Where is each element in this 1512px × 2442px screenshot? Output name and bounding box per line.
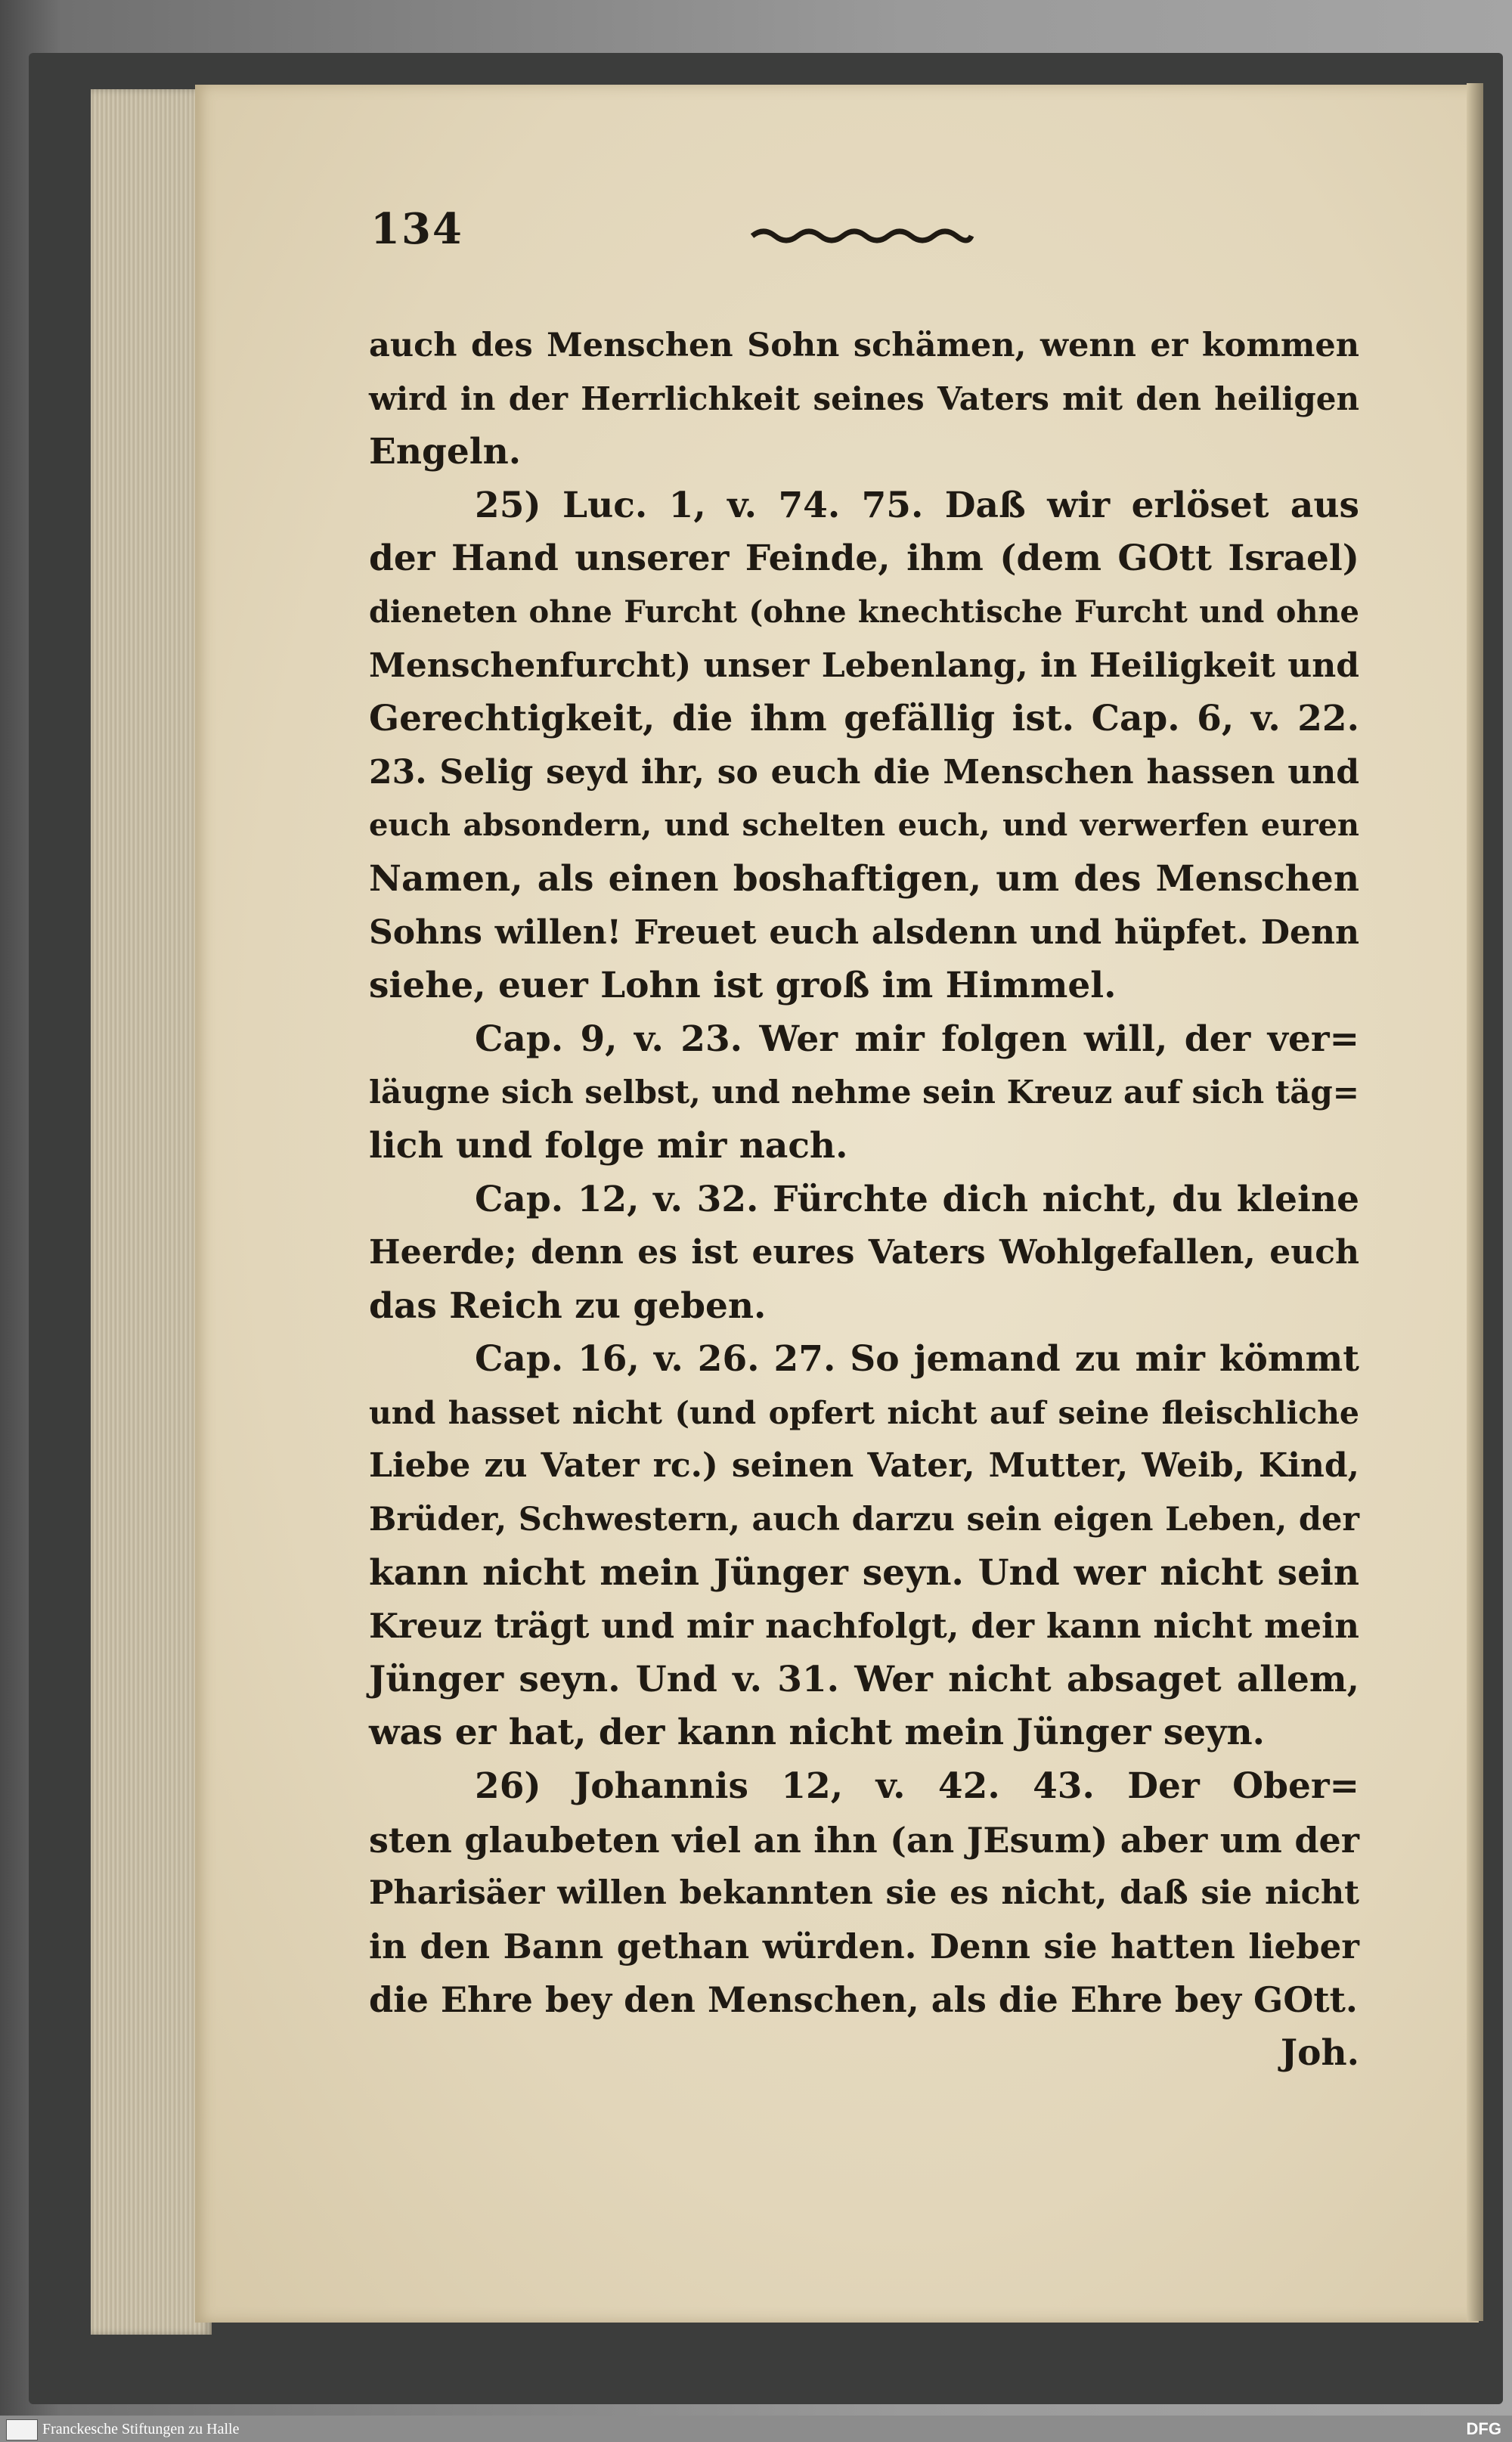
text-line: 26) Johannis 12, v. 42. 43. Der Ober= xyxy=(475,1765,1359,1808)
text-line: in den Bann gethan würden. Denn sie hatten lieber xyxy=(369,1926,1359,1966)
page-header xyxy=(370,204,1353,265)
text-line: und hasset nicht (und opfert nicht auf seine fleischliche xyxy=(369,1394,1359,1431)
text-line: Cap. 9, v. 23. Wer mir folgen will, der ver= xyxy=(475,1018,1359,1060)
text-line: Menschenfurcht) unser Lebenlang, in Heiligkeit und xyxy=(369,646,1359,685)
text-line: Pharisäer willen bekannten sie es nicht, daß sie nicht xyxy=(369,1874,1359,1913)
text-line: 25) Luc. 1, v. 74. 75. Daß wir erlöset aus xyxy=(475,484,1359,526)
text-line: Engeln. xyxy=(369,431,522,473)
text-line: Sohns willen! Freuet euch alsdenn und hüpfet. Denn xyxy=(369,913,1359,952)
text-line: Heerde; denn es ist eures Vaters Wohlgefallen, euch xyxy=(369,1233,1359,1272)
text-line: das Reich zu geben. xyxy=(369,1285,767,1327)
text-line: Kreuz trägt und mir nachfolgt, der kann nicht mein xyxy=(369,1606,1359,1647)
page-edges xyxy=(91,89,212,2335)
institution-name: Franckesche Stiftungen zu Halle xyxy=(42,2421,240,2437)
text-line: kann nicht mein Jünger seyn. Und wer nicht sein xyxy=(369,1551,1359,1594)
header-ornament xyxy=(748,219,975,249)
text-line: dieneten ohne Furcht (ohne knechtische Furcht und ohne xyxy=(369,593,1359,630)
text-line: Gerechtigkeit, die ihm gefällig ist. Cap. 6, v. 22. xyxy=(369,698,1359,740)
catchword: Joh. xyxy=(1280,2032,1359,2074)
text-line: die Ehre bey den Menschen, als die Ehre bey GOtt. xyxy=(369,1979,1358,2021)
text-line: Cap. 16, v. 26. 27. So jemand zu mir kömmt xyxy=(475,1338,1359,1381)
text-line: läugne sich selbst, und nehme sein Kreuz auf sich täg= xyxy=(369,1074,1359,1111)
text-line: 23. Selig seyd ihr, so euch die Menschen hassen und xyxy=(369,752,1359,792)
page-number: 134 xyxy=(370,204,463,254)
text-line: der Hand unserer Feinde, ihm (dem GOtt Israel) xyxy=(369,538,1359,580)
text-line: Liebe zu Vater rc.) seinen Vater, Mutter, Weib, Kind, xyxy=(369,1446,1359,1486)
body-text xyxy=(369,319,1359,2081)
text-line: was er hat, der kann nicht mein Jünger seyn. xyxy=(369,1712,1266,1754)
text-line: Brüder, Schwestern, auch darzu sein eigen Leben, der xyxy=(369,1501,1359,1539)
text-line: euch absondern, und schelten euch, und verwerfen euren xyxy=(369,807,1359,844)
text-line: Cap. 12, v. 32. Fürchte dich nicht, du kleine xyxy=(475,1178,1359,1220)
text-line: wird in der Herrlichkeit seines Vaters mit den heiligen xyxy=(369,380,1359,417)
page-right-edge xyxy=(1467,83,1483,2321)
funder-logo: DFG xyxy=(1466,2419,1501,2438)
text-line: lich und folge mir nach. xyxy=(369,1124,848,1167)
text-line: Namen, als einen boshaftigen, um des Menschen xyxy=(369,857,1359,900)
text-line: sten glaubeten viel an ihn (an JEsum) aber um der xyxy=(369,1819,1359,1861)
text-line: Jünger seyn. Und v. 31. Wer nicht absaget allem, xyxy=(369,1658,1359,1700)
text-line: siehe, euer Lohn ist groß im Himmel. xyxy=(369,965,1117,1007)
text-line: auch des Menschen Sohn schämen, wenn er kommen xyxy=(369,327,1359,364)
institution-logo xyxy=(6,2419,38,2440)
